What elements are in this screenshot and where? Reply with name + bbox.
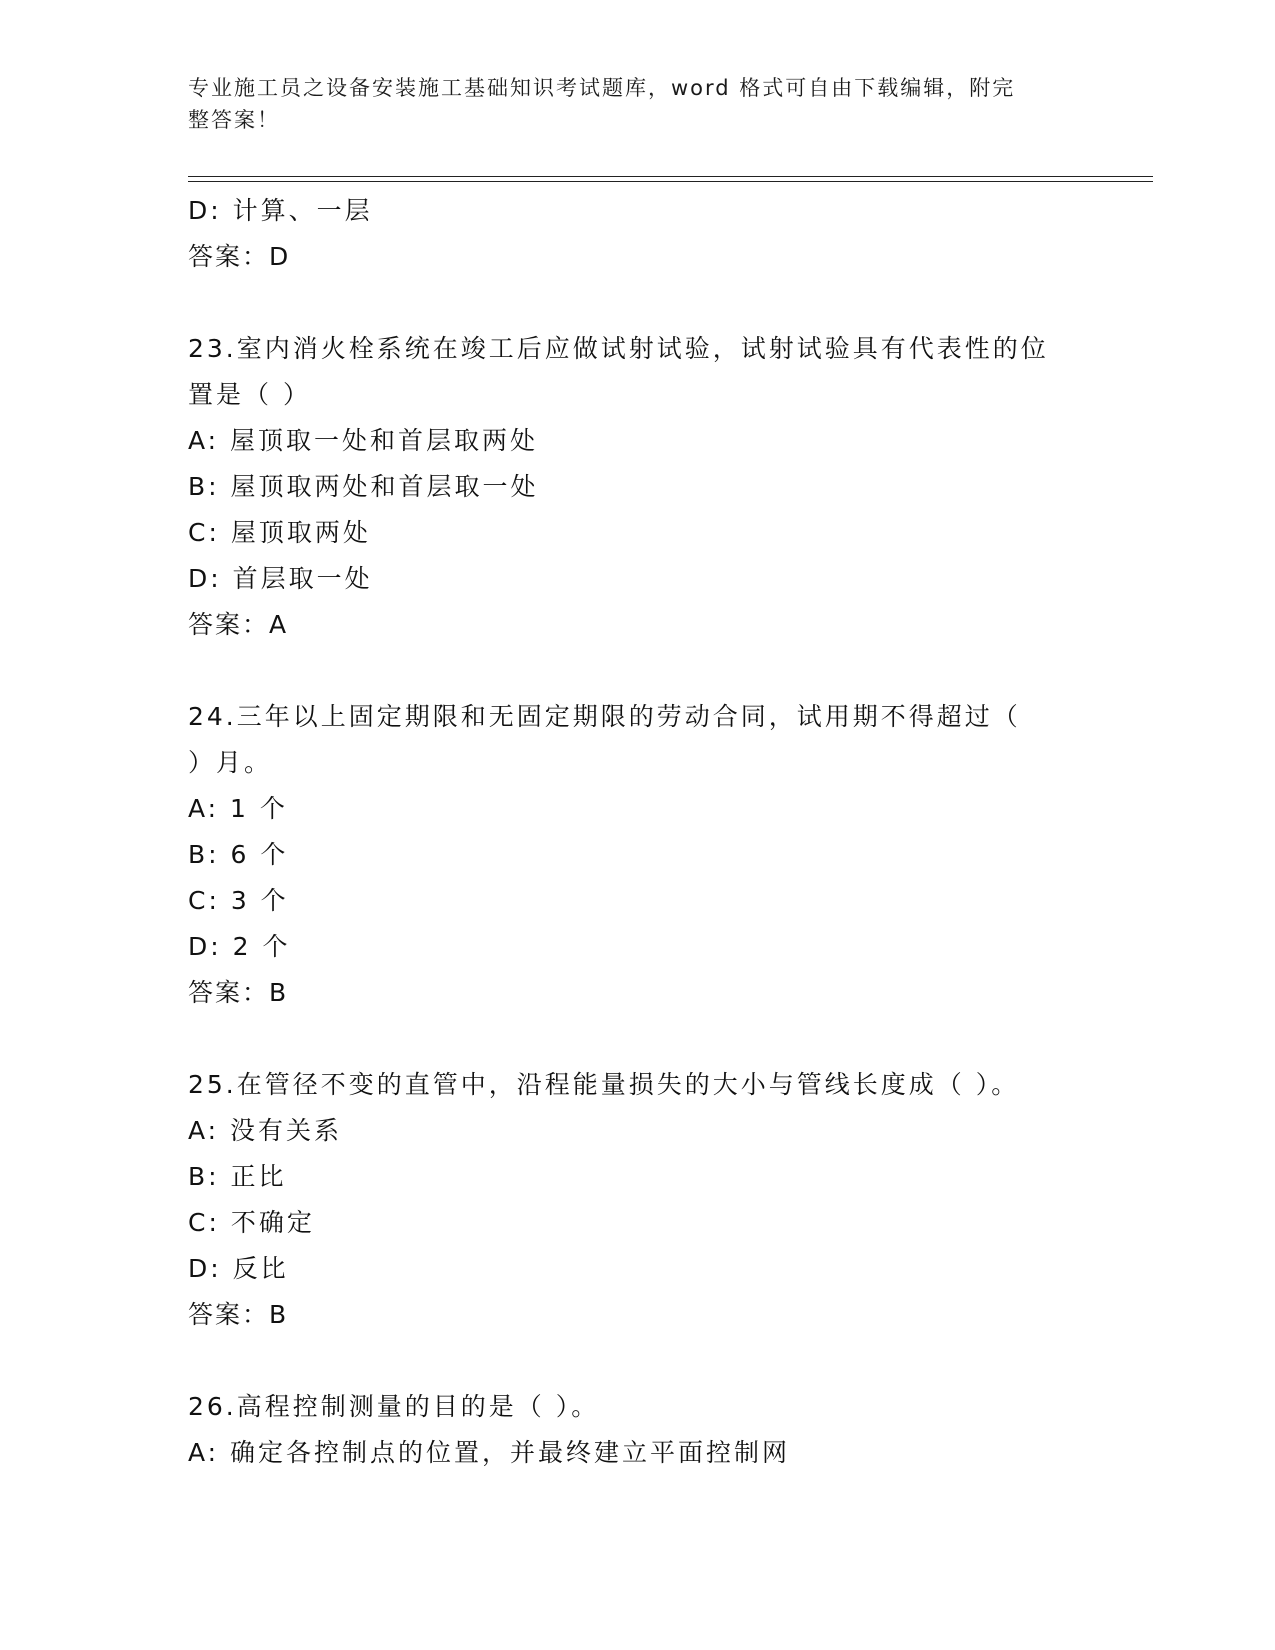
question-24-option-a: A: 1 个 (188, 794, 288, 823)
question-24-option-c: C: 3 个 (188, 886, 289, 915)
spacer (188, 648, 1088, 694)
question-24-option-b: B: 6 个 (188, 840, 289, 869)
question-list (188, 188, 1088, 1476)
spacer (188, 1016, 1088, 1062)
header-line-2: 整答案！ (188, 108, 280, 132)
question-25-option-d: D: 反比 (188, 1254, 289, 1283)
answer-line: 答案：D (188, 242, 291, 271)
header-divider-top (188, 176, 1153, 177)
header-divider-bottom (188, 181, 1153, 182)
option-d: D: 计算、一层 (188, 196, 373, 225)
question-23-answer: 答案：A (188, 610, 289, 639)
question-23-option-d: D: 首层取一处 (188, 564, 373, 593)
header-line-1: 专业施工员之设备安装施工基础知识考试题库，word 格式可自由下载编辑，附完 (188, 76, 1016, 100)
question-25-option-b: B: 正比 (188, 1162, 287, 1191)
question-26-stem-line-1: 26.高程控制测量的目的是（ ）。 (188, 1392, 600, 1421)
question-23-stem-line-1: 23.室内消火栓系统在竣工后应做试射试验，试射试验具有代表性的位 (188, 334, 1049, 363)
question-23-stem-line-2: 置是（ ） (188, 380, 311, 409)
question-25-option-c: C: 不确定 (188, 1208, 315, 1237)
question-24-stem-line-1: 24.三年以上固定期限和无固定期限的劳动合同，试用期不得超过（ (188, 702, 1021, 731)
question-24-option-d: D: 2 个 (188, 932, 291, 961)
question-25-stem-line-1: 25.在管径不变的直管中，沿程能量损失的大小与管线长度成（ ）。 (188, 1070, 1020, 1099)
question-23-option-c: C: 屋顶取两处 (188, 518, 371, 547)
question-25-option-a: A: 没有关系 (188, 1116, 343, 1145)
question-26-option-a: A: 确定各控制点的位置，并最终建立平面控制网 (188, 1438, 791, 1467)
question-23-option-b: B: 屋顶取两处和首层取一处 (188, 472, 539, 501)
question-23-option-a: A: 屋顶取一处和首层取两处 (188, 426, 539, 455)
document-header (188, 72, 1068, 136)
spacer (188, 1338, 1088, 1384)
question-24-answer: 答案：B (188, 978, 289, 1007)
question-24-stem-line-2: ）月。 (188, 748, 273, 777)
question-25-answer: 答案：B (188, 1300, 289, 1329)
spacer (188, 280, 1088, 326)
